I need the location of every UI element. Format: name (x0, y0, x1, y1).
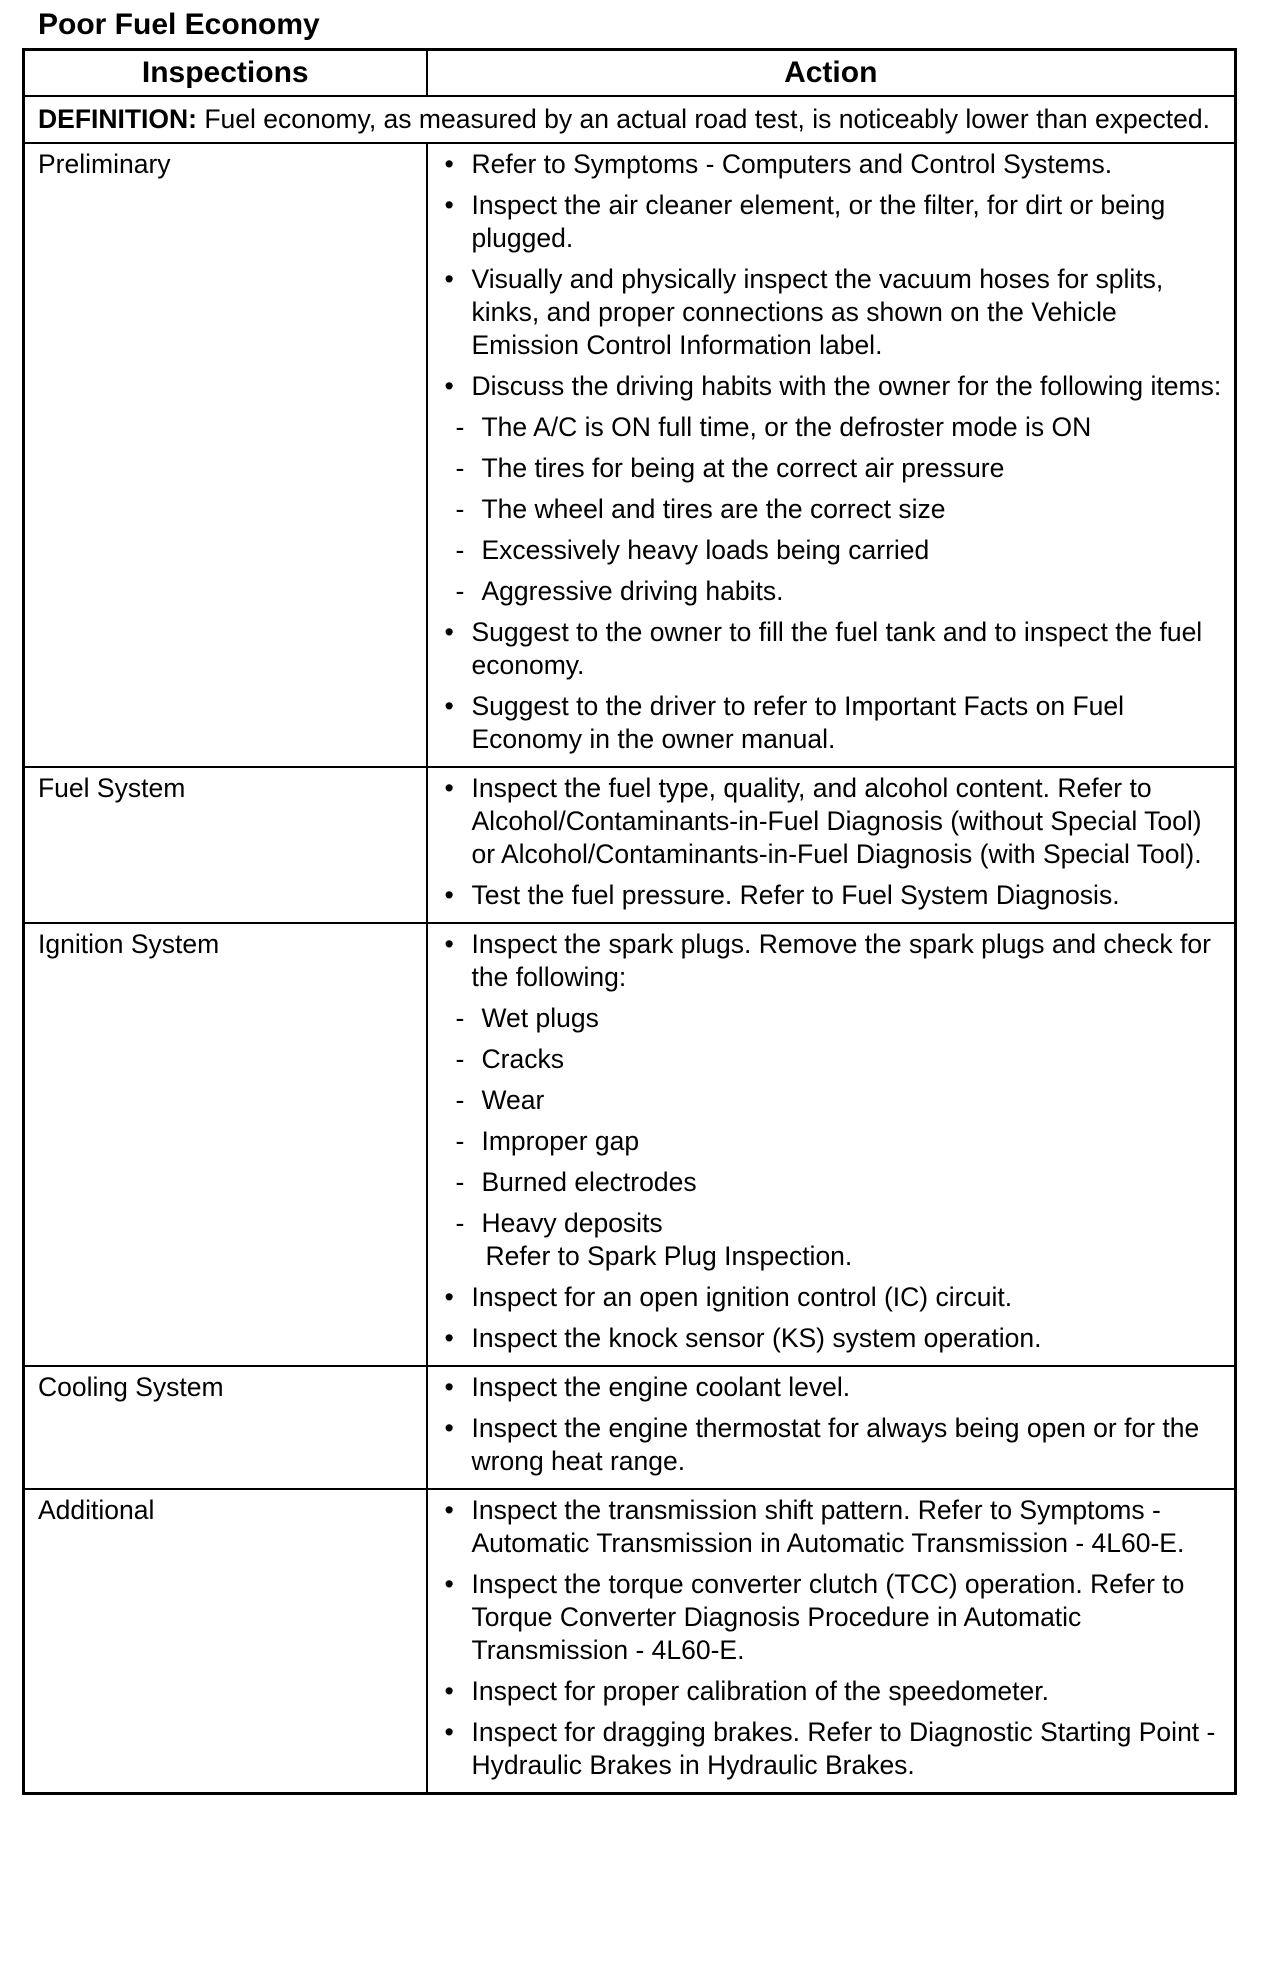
action-item-text: Inspect the knock sensor (KS) system operation. (471, 1323, 1042, 1353)
sub-item (442, 1043, 1225, 1076)
bullet-icon: • (444, 1676, 454, 1706)
action-item-text: Inspect for an open ignition control (IC) circuit. (471, 1282, 1013, 1312)
sub-item-text: The A/C is ON full time, or the defroster mode is ON (481, 412, 1092, 442)
action-item-text: Inspect for dragging brakes. Refer to Diagnostic Starting Point - Hydraulic Brakes in Hydraulic Brakes. (471, 1717, 1216, 1780)
bullet-icon: • (444, 264, 454, 294)
table-row (24, 767, 1236, 923)
action-item (442, 616, 1225, 682)
dash-icon: - (455, 1126, 465, 1156)
sub-item-text: The tires for being at the correct air pressure (481, 453, 1005, 483)
bullet-icon: • (444, 190, 454, 220)
action-item (442, 370, 1225, 608)
bullet-icon: • (444, 1495, 454, 1525)
sub-item-text: Wear (481, 1085, 545, 1115)
dash-icon: - (455, 576, 465, 606)
action-item-text: Discuss the driving habits with the owner for the following items: (471, 371, 1222, 401)
bullet-icon: • (444, 929, 454, 959)
definition-cell (24, 96, 1236, 143)
action-cell (427, 143, 1236, 767)
action-item-text: Inspect the torque converter clutch (TCC) operation. Refer to Torque Converter Diagnosis Procedure in Automatic Transmission - 4L60-E. (471, 1569, 1185, 1665)
action-item (442, 928, 1225, 1273)
table-row (24, 1366, 1236, 1489)
definition-row (24, 96, 1236, 143)
sub-item-text: The wheel and tires are the correct size (481, 494, 946, 524)
action-item-text: Refer to Symptoms - Computers and Control Systems. (471, 149, 1113, 179)
action-item (442, 772, 1225, 871)
sub-item (442, 1166, 1225, 1199)
action-item-text: Inspect the air cleaner element, or the filter, for dirt or being plugged. (471, 190, 1166, 253)
dash-icon: - (455, 1208, 465, 1238)
sub-item-note: Refer to Spark Plug Inspection. (485, 1241, 853, 1271)
bullet-icon: • (444, 1372, 454, 1402)
action-item-text: Suggest to the owner to fill the fuel tank and to inspect the fuel economy. (471, 617, 1203, 680)
action-item-text: Visually and physically inspect the vacuum hoses for splits, kinks, and proper connections as shown on the Vehicle Emission Control Information label. (471, 264, 1164, 360)
inspection-cell: Fuel System (24, 767, 427, 923)
bullet-icon: • (444, 149, 454, 179)
bullet-icon: • (444, 1282, 454, 1312)
inspection-cell: Cooling System (24, 1366, 427, 1489)
diagnosis-table (22, 48, 1237, 1795)
bullet-icon: • (444, 880, 454, 910)
sub-item (442, 411, 1225, 444)
sub-item (442, 575, 1225, 608)
sub-item (442, 1002, 1225, 1035)
sub-item-text: Aggressive driving habits. (481, 576, 784, 606)
bullet-icon: • (444, 691, 454, 721)
sub-item-text: Cracks (481, 1044, 564, 1074)
action-item (442, 879, 1225, 912)
action-item (442, 1494, 1225, 1560)
sub-item (442, 534, 1225, 567)
action-item (442, 1568, 1225, 1667)
action-item-text: Inspect the engine thermostat for always being open or for the wrong heat range. (471, 1413, 1200, 1476)
inspection-cell: Additional (24, 1489, 427, 1794)
definition-text: Fuel economy, as measured by an actual road test, is noticeably lower than expected. (197, 104, 1210, 134)
action-cell (427, 767, 1236, 923)
header-row (24, 50, 1236, 97)
sub-item-list (455, 411, 1225, 608)
action-item (442, 1322, 1225, 1355)
bullet-icon: • (444, 371, 454, 401)
action-cell (427, 1489, 1236, 1794)
sub-item (442, 1125, 1225, 1158)
action-item (442, 189, 1225, 255)
sub-item (442, 493, 1225, 526)
header-inspections: Inspections (24, 50, 427, 97)
sub-item-text: Improper gap (481, 1126, 640, 1156)
action-cell (427, 1366, 1236, 1489)
action-item-text: Inspect the transmission shift pattern. Refer to Symptoms - Automatic Transmission in Automatic Transmission - 4L60-E. (471, 1495, 1185, 1558)
action-item-text: Inspect the spark plugs. Remove the spark plugs and check for the following: (471, 929, 1211, 992)
page-title: Poor Fuel Economy (38, 8, 320, 41)
bullet-icon: • (444, 617, 454, 647)
dash-icon: - (455, 1167, 465, 1197)
action-item (442, 148, 1225, 181)
action-item (442, 263, 1225, 362)
sub-item (442, 1207, 1225, 1273)
sub-item-text: Burned electrodes (481, 1167, 697, 1197)
bullet-icon: • (444, 1569, 454, 1599)
dash-icon: - (455, 453, 465, 483)
bullet-icon: • (444, 1323, 454, 1353)
action-item-text: Inspect the fuel type, quality, and alcohol content. Refer to Alcohol/Contaminants-in-Fuel Diagnosis (without Special Tool) or Alcohol/Contaminants-in-Fuel Diagnosis (with Special Tool). (471, 773, 1202, 869)
inspection-cell: Ignition System (24, 923, 427, 1366)
sub-item (442, 1084, 1225, 1117)
sub-item-text: Heavy deposits (481, 1208, 663, 1238)
action-item-text: Test the fuel pressure. Refer to Fuel System Diagnosis. (471, 880, 1120, 910)
dash-icon: - (455, 412, 465, 442)
sub-item (442, 452, 1225, 485)
dash-icon: - (455, 535, 465, 565)
action-item-text: Inspect for proper calibration of the speedometer. (471, 1676, 1049, 1706)
bullet-icon: • (444, 1717, 454, 1747)
table-row (24, 143, 1236, 767)
action-item-text: Inspect the engine coolant level. (471, 1372, 851, 1402)
action-item (442, 1675, 1225, 1708)
inspection-cell: Preliminary (24, 143, 427, 767)
sub-item-text: Wet plugs (481, 1003, 599, 1033)
table-body (24, 96, 1236, 1794)
sub-item-text: Excessively heavy loads being carried (481, 535, 930, 565)
sub-item-list (455, 1002, 1225, 1273)
action-cell (427, 923, 1236, 1366)
action-item (442, 690, 1225, 756)
action-item-text: Suggest to the driver to refer to Important Facts on Fuel Economy in the owner manual. (471, 691, 1125, 754)
dash-icon: - (455, 1003, 465, 1033)
dash-icon: - (455, 494, 465, 524)
action-item (442, 1371, 1225, 1404)
header-action: Action (427, 50, 1236, 97)
bullet-icon: • (444, 773, 454, 803)
action-item (442, 1281, 1225, 1314)
bullet-icon: • (444, 1413, 454, 1443)
table-row (24, 923, 1236, 1366)
action-item (442, 1412, 1225, 1478)
table-row (24, 1489, 1236, 1794)
dash-icon: - (455, 1085, 465, 1115)
action-item (442, 1716, 1225, 1782)
definition-label: DEFINITION: (38, 104, 197, 134)
dash-icon: - (455, 1044, 465, 1074)
